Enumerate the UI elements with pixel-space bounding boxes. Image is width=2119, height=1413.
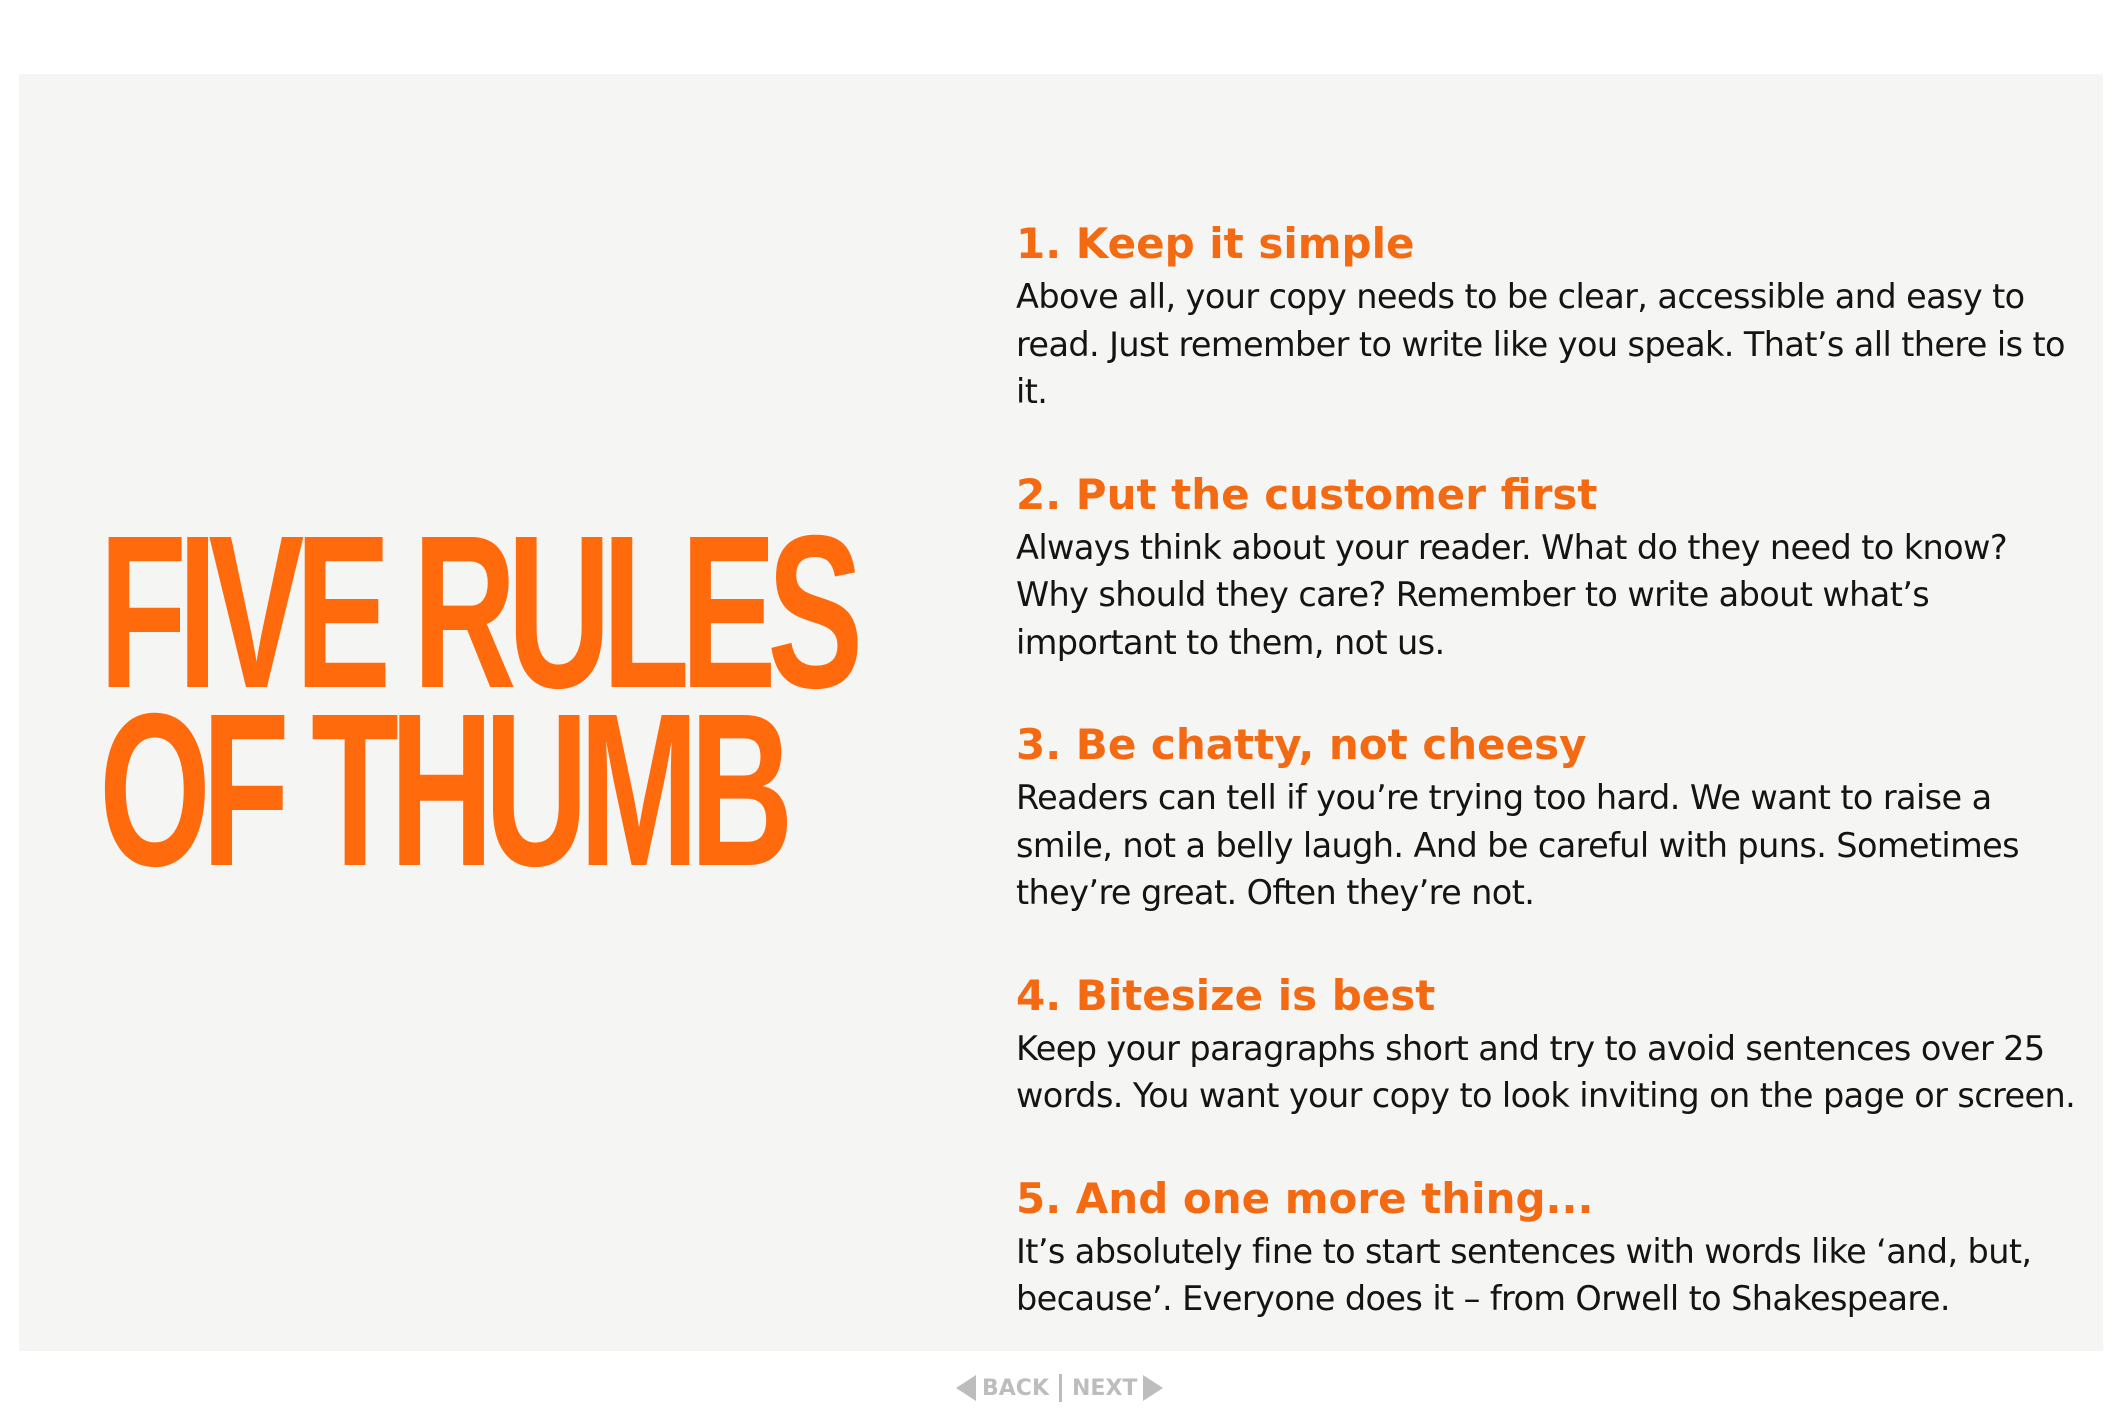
back-button[interactable] [956,1375,1049,1401]
rule-item-2 [1016,466,2076,667]
content-panel [19,74,2103,1351]
nav-divider [1059,1374,1062,1402]
rule-heading: 1. Keep it simple [1016,219,1415,268]
page-title-line-1: FIVE RULES [99,491,855,734]
next-button[interactable] [1072,1375,1163,1401]
rule-body: It’s absolutely fine to start sentences with words like ‘and, but, because’. Everyone does it – from Orwell to Shakespeare. [1016,1231,2032,1318]
rule-body: Readers can tell if you’re trying too hard. We want to raise a smile, not a belly laugh. And be careful with puns. Sometimes they’re great. Often they’re not. [1016,778,2020,912]
next-label: NEXT [1072,1375,1138,1401]
rule-item-3 [1016,716,2076,917]
triangle-left-icon [956,1375,976,1401]
rule-item-1 [1016,215,2076,416]
triangle-right-icon [1143,1375,1163,1401]
rule-body: Always think about your reader. What do they need to know? Why should they care? Remember to write about what’s important to them, not us. [1016,527,2008,662]
page-title-line-2: OF THUMB [99,669,785,912]
rule-body: Above all, your copy needs to be clear, accessible and easy to read. Just remember to write like you speak. That’s all there is to it. [1016,277,2065,411]
rule-item-5 [1016,1170,2076,1323]
rule-item-4 [1016,967,2076,1120]
rule-heading: 2. Put the customer first [1016,469,1598,519]
back-label: BACK [982,1375,1049,1401]
page-navigation [956,1373,1163,1403]
rules-list [1016,215,2076,1373]
rule-body: Keep your paragraphs short and try to avoid sentences over 25 words. You want your copy to look inviting on the page or screen. [1016,1028,2076,1115]
page-title [99,491,855,912]
rule-heading: 3. Be chatty, not cheesy [1016,720,1587,769]
rule-heading: 5. And one more thing... [1016,1173,1594,1223]
rule-heading: 4. Bitesize is best [1016,970,1436,1020]
